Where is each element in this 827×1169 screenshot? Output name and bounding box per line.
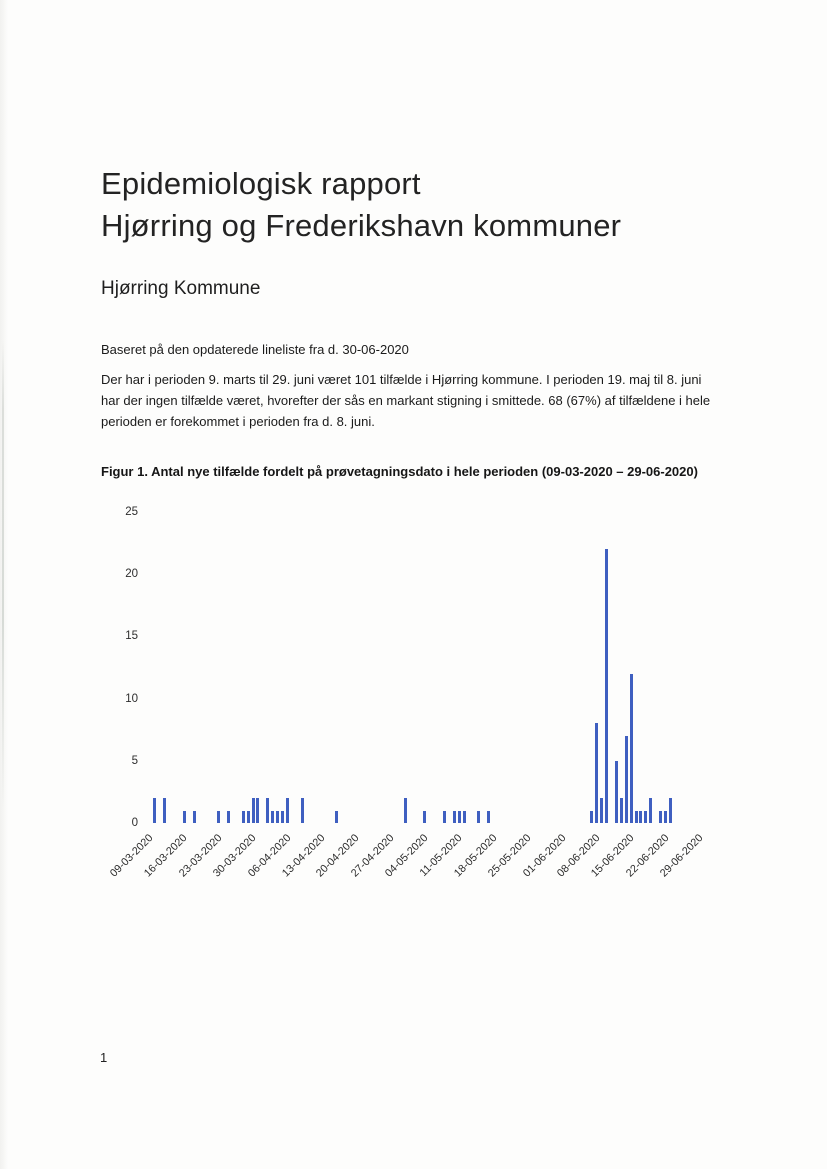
x-axis-tick-label: 16-03-2020 (142, 832, 190, 880)
y-axis-tick-label: 15 (125, 630, 138, 643)
x-axis-tick-label: 23-03-2020 (176, 832, 225, 880)
case-count-bar (193, 811, 196, 823)
case-count-bar (463, 811, 466, 823)
case-count-bar (458, 811, 461, 823)
case-count-bar (276, 811, 279, 823)
case-count-bar (281, 811, 284, 823)
case-count-bar (252, 798, 255, 823)
case-count-bar (256, 798, 259, 823)
figure-chart (90, 495, 770, 915)
x-axis-tick-label: 09-03-2020 (107, 832, 156, 880)
case-count-bar (423, 811, 426, 823)
page-number: 1 (100, 1050, 108, 1065)
x-axis-tick-label: 01-06-2020 (520, 832, 568, 880)
case-count-bar (600, 798, 603, 823)
case-count-bar (595, 723, 598, 823)
x-axis-tick-label: 04-05-2020 (382, 832, 431, 880)
case-count-bar (605, 549, 608, 823)
y-axis-tick-label: 25 (125, 506, 138, 518)
x-axis-tick-label: 22-06-2020 (623, 832, 672, 880)
case-count-bar (335, 811, 338, 823)
x-axis-tick-label: 27-04-2020 (348, 832, 397, 880)
case-count-bar (487, 811, 490, 823)
case-count-bar (630, 674, 633, 823)
figure-caption: Figur 1. Antal nye tilfælde fordelt på prøvetagningsdato i hele perioden (09-03-2020 – 29-06-2020) (101, 464, 698, 479)
case-count-bar (649, 798, 652, 823)
case-count-bar (664, 811, 667, 823)
scan-artifact-line (2, 340, 4, 810)
case-count-bar (217, 811, 220, 823)
case-count-bar (163, 798, 166, 823)
case-count-bar (644, 811, 647, 823)
y-axis-tick-label: 0 (131, 817, 138, 829)
document-title-line1: Epidemiologisk rapport (101, 166, 421, 201)
case-count-bar (443, 811, 446, 823)
case-count-bar (183, 811, 186, 823)
x-axis-tick-label: 11-05-2020 (417, 832, 465, 879)
x-axis-tick-label: 20-04-2020 (314, 832, 362, 880)
case-count-bar (590, 811, 593, 823)
case-count-bar (635, 811, 638, 823)
case-count-bar (615, 761, 618, 823)
x-axis-tick-label: 18-05-2020 (451, 832, 500, 880)
case-count-bar (669, 798, 672, 823)
case-count-bar (227, 811, 230, 823)
case-count-bar (659, 811, 662, 823)
y-axis-tick-label: 10 (125, 692, 138, 705)
case-count-bar (286, 798, 289, 823)
section-heading: Hjørring Kommune (101, 278, 261, 299)
x-axis-tick-label: 25-05-2020 (486, 832, 534, 880)
document-title (101, 163, 741, 247)
x-axis-tick-label: 29-06-2020 (657, 832, 706, 880)
case-count-bar (453, 811, 456, 823)
case-count-bar (639, 811, 642, 823)
x-axis-tick-label: 30-03-2020 (211, 832, 259, 880)
case-count-bar (247, 811, 250, 823)
case-count-bar (153, 798, 156, 823)
x-axis-tick-label: 08-06-2020 (554, 832, 603, 880)
case-count-bar (266, 798, 269, 823)
case-count-bar (301, 798, 304, 823)
y-axis-tick-label: 20 (125, 568, 138, 581)
case-count-bar (477, 811, 480, 823)
x-axis-tick-label: 06-04-2020 (245, 832, 293, 880)
baseline-note: Baseret på den opdaterede lineliste fra d. 30-06-2020 (101, 342, 409, 357)
case-count-bar (620, 798, 623, 823)
case-count-bar (625, 736, 628, 823)
case-count-bar (271, 811, 274, 823)
case-count-bar (404, 798, 407, 823)
case-count-bar (242, 811, 245, 823)
body-paragraph: Der har i perioden 9. marts til 29. juni været 101 tilfælde i Hjørring kommune. I perioden 19. maj til 8. juni har der ingen tilfælde været, hvorefter der sås en markant stigning i smittede. 68 (67%) af tilfældene i hele perioden er forekommet i perioden fra d. 8. juni. (101, 372, 711, 429)
y-axis-tick-label: 5 (131, 754, 138, 767)
x-axis-tick-label: 15-06-2020 (589, 832, 637, 880)
document-title-line2: Hjørring og Frederikshavn kommuner (101, 208, 622, 243)
x-axis-tick-label: 13-04-2020 (279, 832, 328, 880)
